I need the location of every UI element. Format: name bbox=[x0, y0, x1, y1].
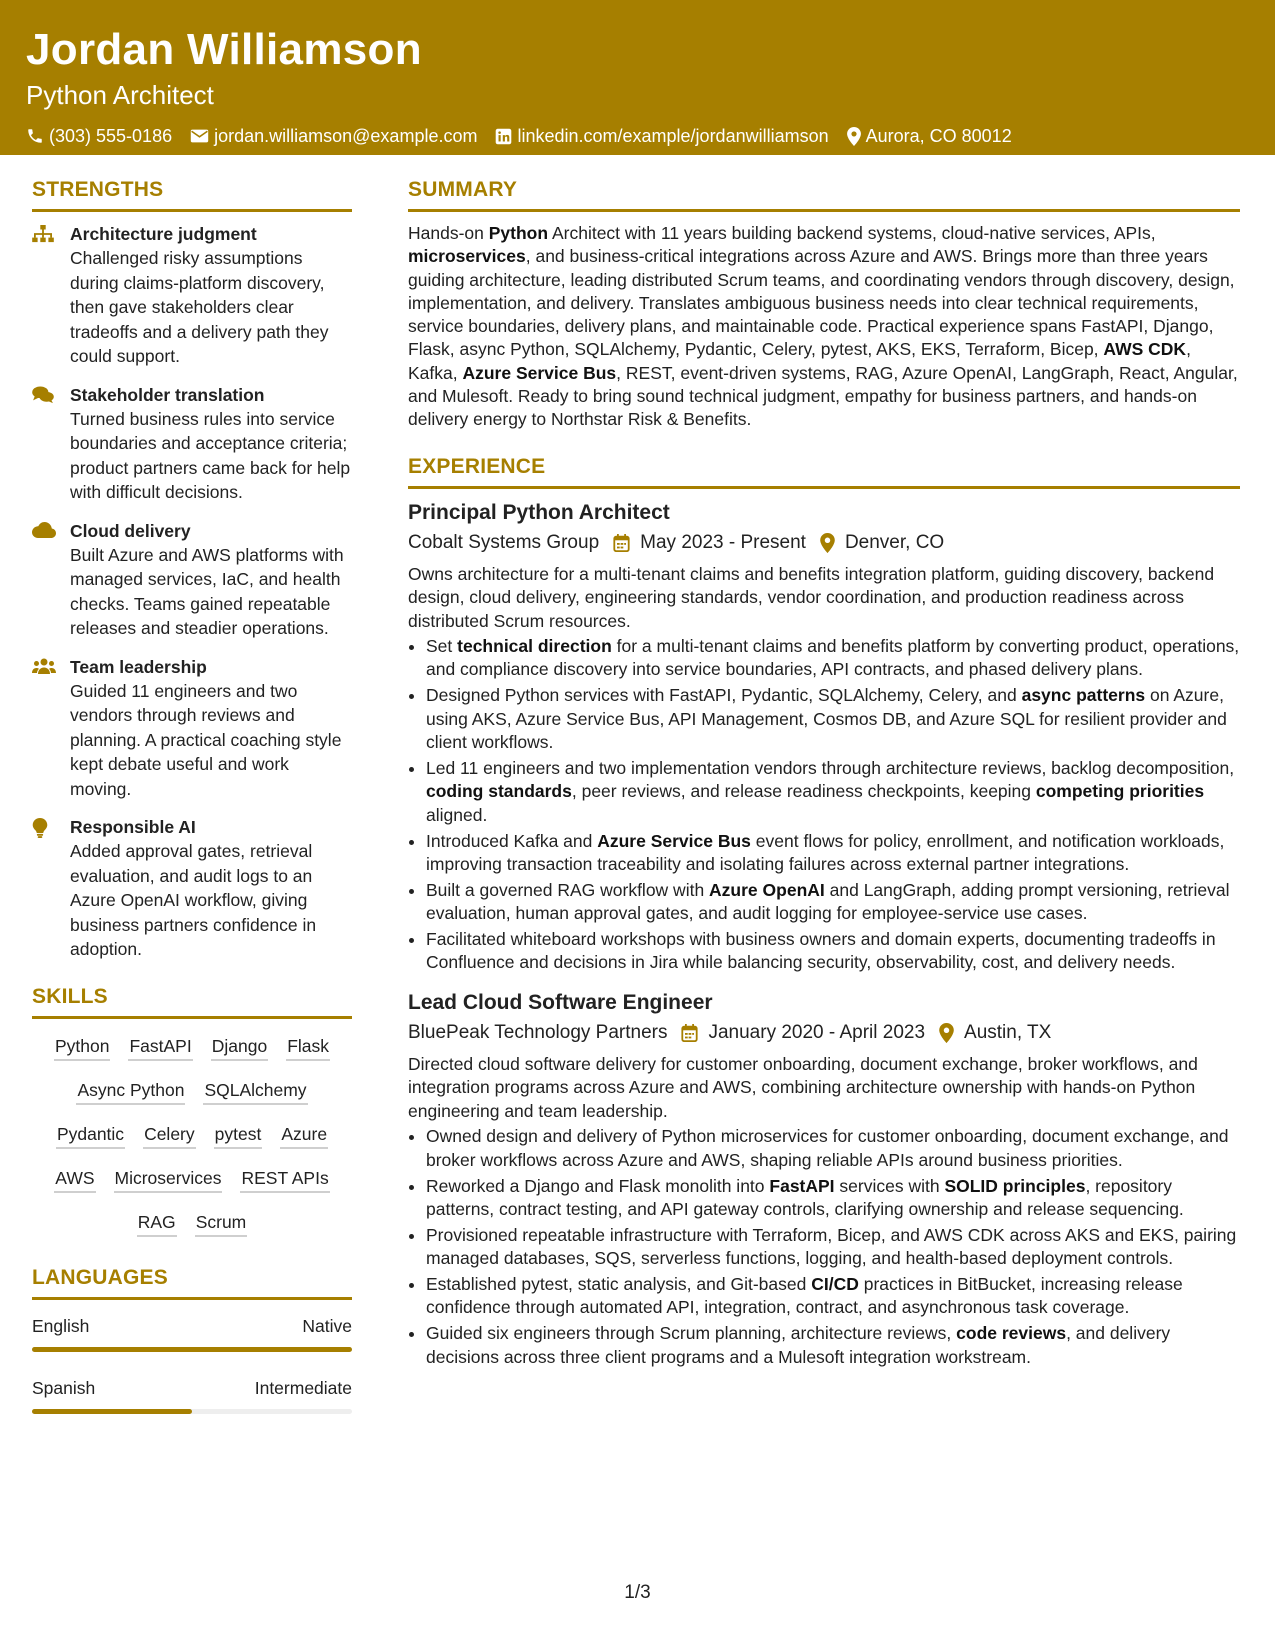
strength-desc: Challenged risky assumptions during claims-platform discovery, then gave stakeholders clear tradeoffs and a delivery path they could support. bbox=[70, 248, 329, 366]
map-pin-icon bbox=[820, 533, 835, 553]
strength-title: Cloud delivery bbox=[70, 520, 191, 541]
language-item bbox=[32, 1314, 352, 1352]
resume-header bbox=[0, 0, 1275, 155]
job-company: BluePeak Technology Partners bbox=[408, 1021, 668, 1043]
calendar-icon bbox=[613, 534, 630, 552]
contact-linkedin[interactable] bbox=[495, 124, 828, 148]
language-item bbox=[32, 1376, 352, 1414]
job-location: Denver, CO bbox=[844, 531, 945, 553]
candidate-name: Jordan Williamson bbox=[26, 25, 422, 74]
job-dates: May 2023 - Present bbox=[640, 531, 806, 553]
job-meta bbox=[408, 1019, 1240, 1047]
job-bullet: • Provisioned repeatable infrastructure with Terraform, Bicep, and AWS CDK across AKS and EKS, pairing managed databases, SQS, serverless functions, logging, and health-based deployment controls. bbox=[426, 1224, 1240, 1271]
skills-list bbox=[32, 1029, 352, 1237]
contact-location bbox=[847, 124, 1012, 148]
map-pin-icon bbox=[847, 127, 861, 146]
language-level: Intermediate bbox=[254, 1377, 352, 1398]
language-level: Native bbox=[302, 1315, 352, 1336]
skill-tag: pytest bbox=[214, 1123, 263, 1149]
skill-tag: Celery bbox=[143, 1123, 196, 1149]
job-bullet: • Facilitated whiteboard workshops with business owners and domain experts, documenting tradeoffs in Confluence and decisions in Jira while balancing security, observability, cost, and delivery needs. bbox=[426, 928, 1240, 975]
contact-phone[interactable] bbox=[26, 124, 172, 148]
languages-list bbox=[32, 1314, 352, 1414]
job-bullets bbox=[408, 1125, 1240, 1369]
contact-email[interactable] bbox=[190, 124, 477, 148]
languages-heading: LANGUAGES bbox=[32, 1265, 352, 1300]
proficiency-fill bbox=[32, 1347, 352, 1352]
phone-icon bbox=[26, 127, 44, 145]
linkedin-icon bbox=[495, 128, 512, 145]
lightbulb-icon bbox=[32, 818, 48, 838]
skills-heading: SKILLS bbox=[32, 984, 352, 1019]
job-description: Owns architecture for a multi-tenant claims and benefits integration platform, guiding discovery, backend design, cloud delivery, engineering standards, vendor coordination, and production readiness across distributed Scrum resources. bbox=[408, 563, 1215, 631]
skill-tag: Flask bbox=[286, 1035, 330, 1061]
language-name: English bbox=[32, 1315, 90, 1336]
job-bullet: • Set technical direction for a multi-tenant claims and benefits platform by converting product, operations, and compliance discovery into service boundaries, API contracts, and phased delivery plans. bbox=[426, 635, 1240, 682]
job-bullet: • Led 11 engineers and two implementation vendors through architecture reviews, backlog decomposition, coding standards, peer reviews, and release readiness checkpoints, keeping competing priorities aligned. bbox=[426, 757, 1240, 827]
job-entry bbox=[408, 989, 1240, 1369]
job-bullet: • Reworked a Django and Flask monolith into FastAPI services with SOLID principles, repository patterns, contract testing, and API gateway controls, clarifying ownership and release sequencing. bbox=[426, 1175, 1240, 1222]
job-company: Cobalt Systems Group bbox=[408, 531, 600, 553]
skill-tag: REST APIs bbox=[240, 1167, 329, 1193]
strength-item bbox=[32, 383, 352, 505]
resume-body bbox=[0, 155, 1275, 1438]
phone-text: (303) 555-0186 bbox=[49, 126, 173, 146]
job-bullet: • Owned design and delivery of Python microservices for customer onboarding, document exchange, and broker workflows across Azure and AWS, shaping reliable APIs around business priorities. bbox=[426, 1125, 1240, 1172]
strength-title: Stakeholder translation bbox=[70, 384, 265, 405]
strength-item bbox=[32, 815, 352, 962]
job-location: Austin, TX bbox=[964, 1021, 1052, 1043]
job-description: Directed cloud software delivery for customer onboarding, document exchange, broker workflows, and integration programs across Azure and AWS, combining architecture ownership with hands-on Python engineering and team leadership. bbox=[408, 1053, 1198, 1121]
summary-heading: SUMMARY bbox=[408, 177, 1240, 212]
strength-title: Team leadership bbox=[70, 656, 207, 677]
language-name: Spanish bbox=[32, 1377, 96, 1398]
cloud-icon bbox=[32, 522, 56, 538]
skill-tag: AWS bbox=[54, 1167, 95, 1193]
job-meta bbox=[408, 529, 1240, 557]
proficiency-bar bbox=[32, 1347, 352, 1352]
skill-tag: Django bbox=[211, 1035, 268, 1061]
skill-tag: Scrum bbox=[195, 1211, 248, 1237]
strengths-heading: STRENGTHS bbox=[32, 177, 352, 212]
right-column bbox=[408, 155, 1240, 1438]
strength-desc: Turned business rules into service boundaries and acceptance criteria; product partners came back for help with difficult decisions. bbox=[70, 408, 351, 502]
calendar-icon bbox=[681, 1024, 698, 1042]
skill-tag: Microservices bbox=[114, 1167, 223, 1193]
left-column bbox=[32, 155, 352, 1438]
contact-bar bbox=[26, 124, 1243, 148]
strength-item bbox=[32, 655, 352, 802]
job-bullet: • Designed Python services with FastAPI, Pydantic, SQLAlchemy, Celery, and async patterns on Azure, using AKS, Azure Service Bus, API Management, Cosmos DB, and Azure SQL for resilient provider and client workflows. bbox=[426, 684, 1240, 754]
job-bullet: • Established pytest, static analysis, and Git-based CI/CD practices in BitBucket, increasing release confidence through automated API, integration, contract, and asynchronous task coverage. bbox=[426, 1273, 1240, 1320]
strengths-list bbox=[32, 222, 352, 962]
location-text: Aurora, CO 80012 bbox=[865, 126, 1012, 146]
candidate-role: Python Architect bbox=[26, 80, 214, 110]
job-dates: January 2020 - April 2023 bbox=[708, 1021, 926, 1043]
sitemap-icon bbox=[32, 225, 54, 243]
strength-item bbox=[32, 222, 352, 369]
proficiency-fill bbox=[32, 1409, 192, 1414]
strength-title: Responsible AI bbox=[70, 817, 196, 837]
skill-tag: Async Python bbox=[76, 1079, 185, 1105]
experience-heading: EXPERIENCE bbox=[408, 454, 1240, 489]
email-text: jordan.williamson@example.com bbox=[214, 126, 478, 146]
linkedin-text: linkedin.com/example/jordanwilliamson bbox=[517, 126, 829, 146]
comments-icon bbox=[32, 386, 54, 404]
job-bullets bbox=[408, 635, 1240, 975]
proficiency-bar bbox=[32, 1409, 352, 1414]
strength-desc: Guided 11 engineers and two vendors through reviews and planning. A practical coaching style kept debate useful and work moving. bbox=[70, 680, 342, 799]
skill-tag: Azure bbox=[280, 1123, 328, 1149]
job-bullet: • Guided six engineers through Scrum planning, architecture reviews, code reviews, and delivery decisions across three client programs and a Mulesoft integration workstream. bbox=[426, 1322, 1240, 1369]
map-pin-icon bbox=[939, 1023, 954, 1043]
job-title: Lead Cloud Software Engineer bbox=[408, 990, 713, 1014]
skill-tag: SQLAlchemy bbox=[203, 1079, 307, 1105]
users-icon bbox=[32, 658, 56, 674]
envelope-icon bbox=[190, 128, 209, 144]
job-title: Principal Python Architect bbox=[408, 500, 670, 524]
strength-item bbox=[32, 519, 352, 641]
summary-text: Hands-on Python Architect with 11 years building backend systems, cloud-native services, APIs, microservices, and business-critical integrations across Azure and AWS. Brings more than three years guiding architecture, leading distributed Scrum teams, and coordinating vendors through discovery, design, implementation, and delivery. Translates ambiguous business needs into clear technical requirements, service boundaries, delivery plans, and maintainable code. Practical experience spans FastAPI, Django, Flask, async Python, SQLAlchemy, Pydantic, Celery, pytest, AKS, EKS, Terraform, Bicep, AWS CDK, Kafka, Azure Service Bus, REST, event-driven systems, RAG, Azure OpenAI, LangGraph, React, Angular, and Mulesoft. Ready to bring sound technical judgment, empathy for business partners, and hands-on delivery energy to Northstar Risk & Benefits. bbox=[408, 223, 1238, 430]
job-bullet: • Introduced Kafka and Azure Service Bus event flows for policy, enrollment, and notification workloads, improving transaction traceability and isolating failures across external partner integrations. bbox=[426, 830, 1240, 877]
strength-desc: Built Azure and AWS platforms with managed services, IaC, and health checks. Teams gained repeatable releases and steadier operations. bbox=[70, 544, 344, 638]
job-bullet: • Built a governed RAG workflow with Azure OpenAI and LangGraph, adding prompt versioning, retrieval evaluation, human approval gates, and audit logging for employee-service use cases. bbox=[426, 879, 1240, 926]
skill-tag: Python bbox=[54, 1035, 110, 1061]
skill-tag: RAG bbox=[137, 1211, 177, 1237]
strength-title: Architecture judgment bbox=[70, 224, 257, 244]
strength-desc: Added approval gates, retrieval evaluation, and audit logs to an Azure OpenAI workflow, giving business partners confidence in adoption. bbox=[70, 841, 317, 959]
skill-tag: Pydantic bbox=[56, 1123, 125, 1149]
skill-tag: FastAPI bbox=[128, 1035, 192, 1061]
page-number: 1/3 bbox=[624, 1582, 651, 1603]
job-entry bbox=[408, 499, 1240, 975]
